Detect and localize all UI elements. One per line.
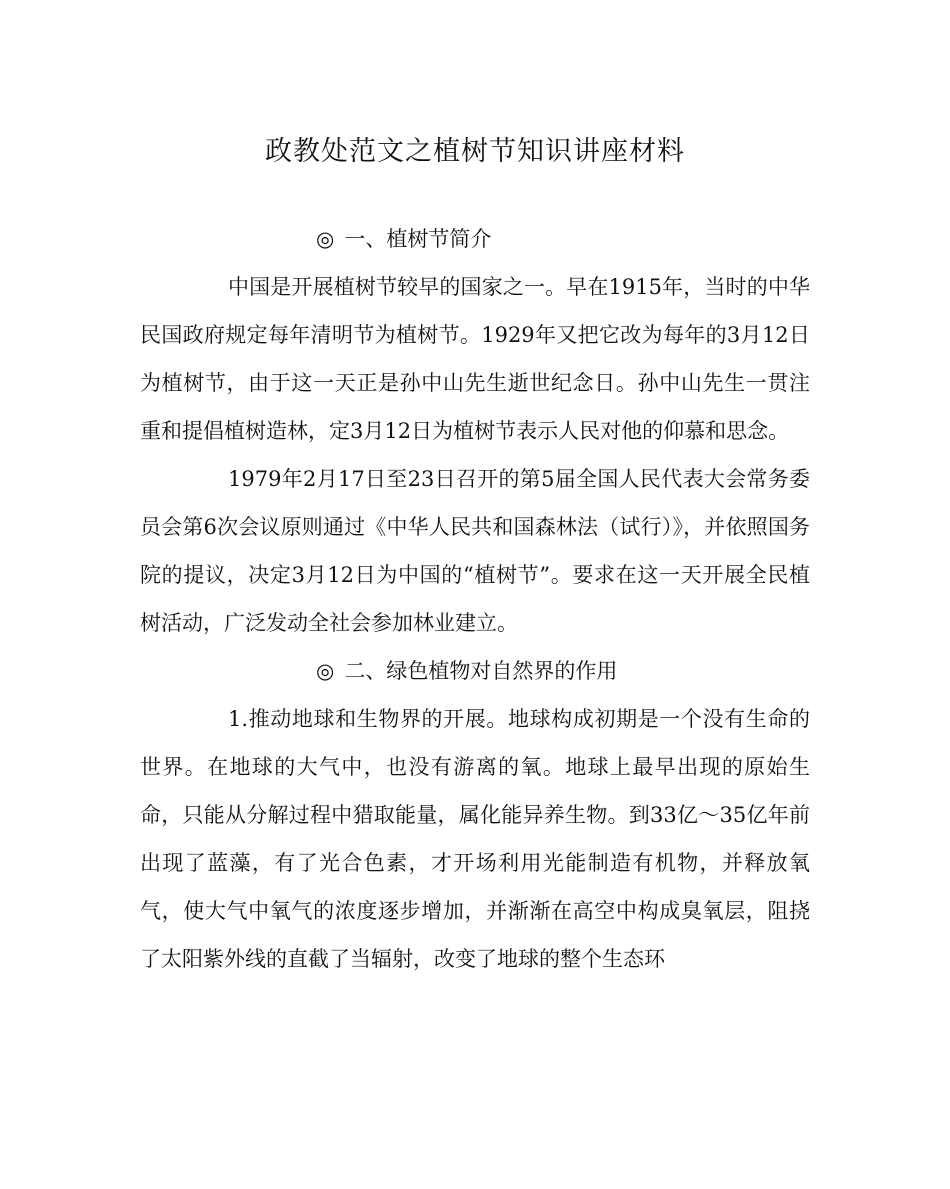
paragraph: 1979年2月17日至23日召开的第5届全国人民代表大会常务委员会第6次会议原则通过《中华人民共和国森林法（试行）》，并依照国务院的提议，决定3月12日为中国的“植树节”。要求在这一天开展全民植树活动，广泛发动全社会参加林业建立。 xyxy=(140,467,810,635)
section-heading-text: 二、绿色植物对自然界的作用 xyxy=(344,659,618,683)
paragraph: 中国是开展植树节较早的国家之一。早在1915年，当时的中华民国政府规定每年清明节为植树节。1929年又把它改为每年的3月12日为植树节，由于这一天正是孙中山先生逝世纪念日。孙中山先生一贯注重和提倡植树造林，定3月12日为植树节表示人民对他的仰慕和思念。 xyxy=(140,275,810,443)
bullseye-icon: ◎ xyxy=(316,227,335,251)
document-body xyxy=(140,215,810,983)
paragraph: 1.推动地球和生物界的开展。地球构成初期是一个没有生命的世界。在地球的大气中，也没有游离的氧。地球上最早出现的原始生命，只能从分解过程中猎取能量，属化能异养生物。到33亿～35亿年前出现了蓝藻，有了光合色素，才开场利用光能制造有机物，并释放氧气，使大气中氧气的浓度逐步增加，并渐渐在高空中构成臭氧层，阻挠了太阳紫外线的直截了当辐射，改变了地球的整个生态环 xyxy=(140,707,810,971)
section-heading-1 xyxy=(140,215,810,263)
section-heading-2 xyxy=(140,647,810,695)
bullseye-icon: ◎ xyxy=(316,659,335,683)
page-title: 政教处范文之植树节知识讲座材料 xyxy=(265,136,685,167)
section-heading-text: 一、植树节简介 xyxy=(344,227,492,251)
